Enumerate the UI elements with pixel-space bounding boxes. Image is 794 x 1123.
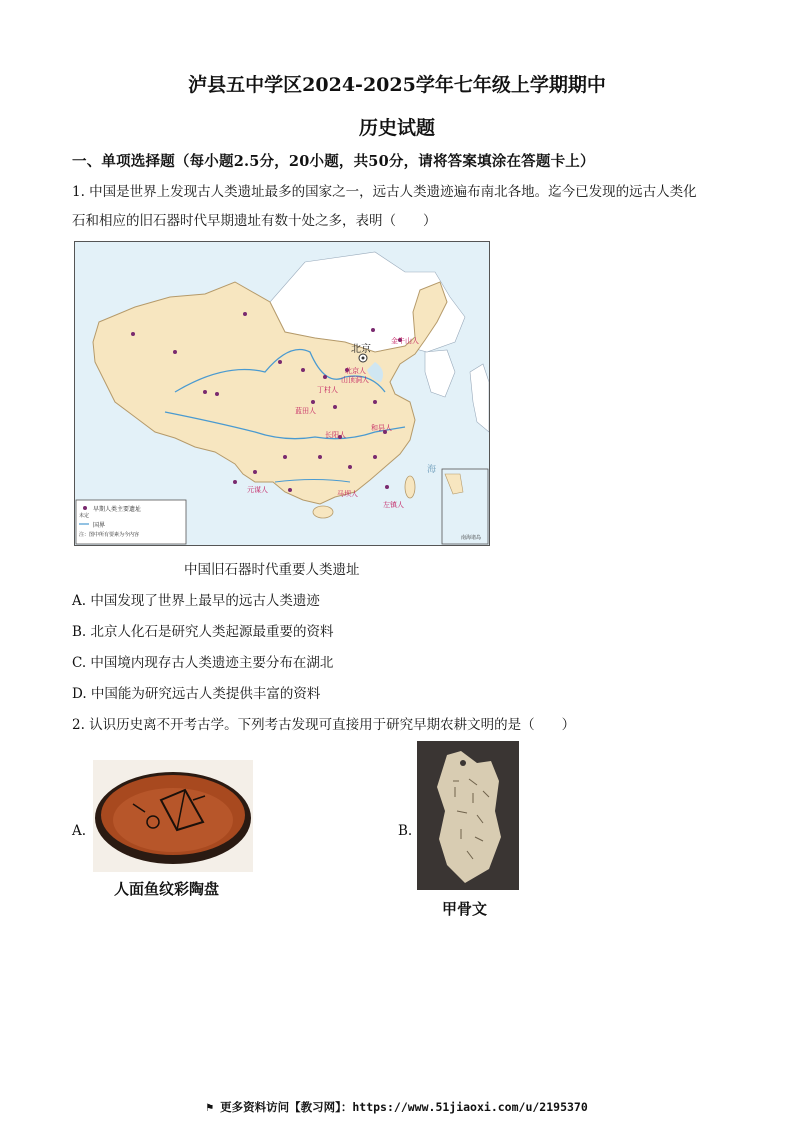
oracle-bone-image [417,741,519,890]
site-dot [203,390,207,394]
site-dot [253,470,257,474]
map-label-hexian: 和县人 [371,424,392,432]
legend-border-text: 国界 [93,522,106,529]
map-label-yuanmou: 元谋人 [247,486,268,494]
hainan-island [313,506,333,518]
map-label-dingcun: 丁村人 [317,386,338,394]
choice-b-label: 甲骨文 [442,900,488,918]
pottery-basin-image [93,760,253,872]
site-dot [288,488,292,492]
question-1-line-2: 石和相应的旧石器时代早期遗址有数十处之多，表明（ ） [72,213,437,229]
site-dot [173,350,177,354]
site-dot [301,368,305,372]
site-dot [385,485,389,489]
document-subtitle: 历史试题 [358,117,435,139]
site-dot [323,375,327,379]
map-label-jinniushan: 金牛山人 [391,337,419,345]
legend-site-dot [83,506,87,510]
question-2-stem: 2. 认识历史离不开考古学。下列考古发现可直接用于研究早期农耕文明的是（ ） [72,717,576,733]
map-label-sea: 海 [427,465,437,475]
site-dot [318,455,322,459]
flag-icon: ⚑ [206,1100,214,1114]
site-dot [215,392,219,396]
map-label-beijing: 北京 [351,344,371,355]
legend-undetermined-text: 未定 [79,513,90,519]
section-heading: 一、单项选择题（每小题2.5分，20小题，共50分，请将答案填涂在答题卡上） [72,153,595,170]
question-1-line-1: 1. 中国是世界上发现古人类遗址最多的国家之一，远古人类遗迹遍布南北各地。迄今已发现的远古人类化 [72,184,697,200]
option-c: C. 中国境内现存古人类遗迹主要分布在湖北 [72,655,334,671]
oracle-bone-illustration [417,741,519,890]
map-label-shandingdong: 山顶洞人 [341,376,369,384]
taiwan-island [405,476,415,498]
site-dot [373,455,377,459]
beijing-marker-center [362,357,365,360]
site-dot [333,405,337,409]
map-inset-label: 南海诸岛 [461,535,482,541]
map-caption: 中国旧石器时代重要人类遗址 [184,562,360,578]
choice-a-letter: A. [72,823,87,839]
document-title: 泸县五中学区2024-2025学年七年级上学期期中 [188,74,606,96]
site-dot [283,455,287,459]
korea-landmass [425,350,455,397]
choice-b-letter: B. [398,823,413,839]
footer-link[interactable] [0,1099,794,1115]
option-d: D. 中国能为研究远古人类提供丰富的资料 [72,686,321,702]
map-label-beijingren: 北京人 [345,367,366,375]
question-1-stem [72,178,732,236]
site-dot [348,465,352,469]
site-dot [278,360,282,364]
option-a: A. 中国发现了世界上最早的远古人类遗迹 [72,593,320,609]
map-label-maba: 马坝人 [337,490,358,498]
china-map-figure [74,241,490,546]
pottery-basin-illustration [93,760,253,872]
site-dot [371,328,375,332]
site-dot [243,312,247,316]
china-map [75,242,489,545]
site-dot [373,400,377,404]
map-label-lantian: 蓝田人 [295,407,316,415]
legend-site-text: 早期人类主要遗址 [93,506,142,513]
legend-note-text: 注：图中所有要素为今内容 [79,532,140,538]
japan-landmass [470,364,489,432]
option-b: B. 北京人化石是研究人类起源最重要的资料 [72,624,334,640]
site-dot [311,400,315,404]
site-dot [233,480,237,484]
choice-a-label: 人面鱼纹彩陶盘 [114,880,220,898]
footer-text: 更多资料访问【教习网】：https://www.51jiaoxi.com/u/2195370 [220,1100,588,1114]
map-label-zuozhen: 左镇人 [383,501,404,509]
map-label-changyang: 长阳人 [325,431,346,439]
site-dot [131,332,135,336]
